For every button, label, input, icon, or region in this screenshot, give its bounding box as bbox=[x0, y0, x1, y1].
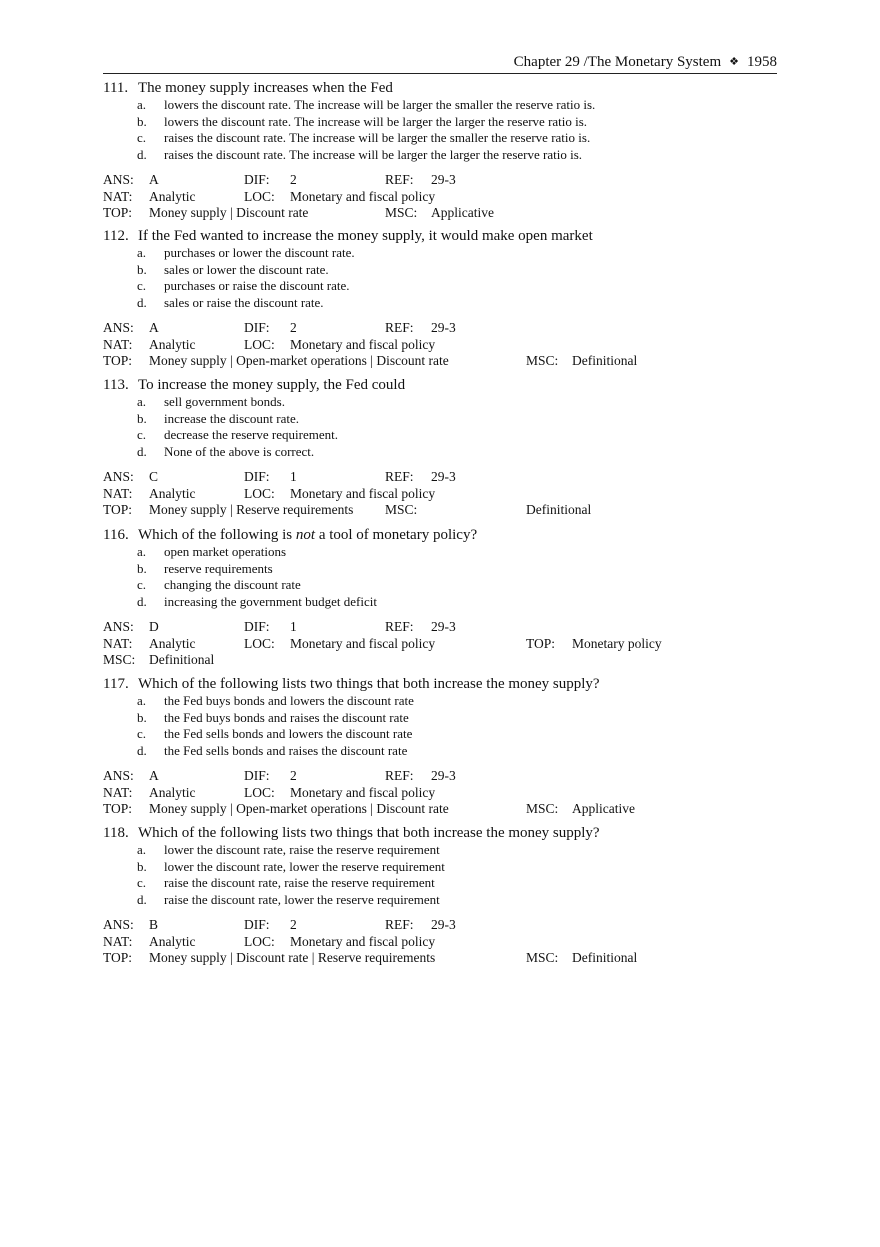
meta-row-ans bbox=[103, 619, 793, 636]
choice-b bbox=[103, 859, 793, 876]
answer-choices bbox=[103, 842, 793, 909]
question-stem bbox=[103, 227, 793, 245]
choice-a bbox=[103, 544, 793, 561]
top-label: TOP: bbox=[103, 950, 133, 966]
dif-value: 2 bbox=[290, 767, 297, 783]
answer-metadata bbox=[103, 768, 793, 818]
choice-label: d. bbox=[137, 743, 147, 759]
question-text-emphasis: not bbox=[295, 527, 316, 543]
choice-label: a. bbox=[137, 693, 147, 708]
choice-text: lowers the discount rate. The increase will be larger the larger the reserve ratio is. bbox=[164, 113, 588, 129]
choice-text: None of the above is correct. bbox=[164, 444, 315, 460]
ans-value: A bbox=[149, 767, 159, 783]
loc-label: LOC: bbox=[244, 485, 275, 501]
ans-value: A bbox=[149, 171, 159, 187]
nat-value: Analytic bbox=[149, 485, 196, 501]
choice-d bbox=[103, 594, 793, 611]
choice-c bbox=[103, 726, 793, 743]
ref-label: REF: bbox=[385, 171, 414, 187]
ref-label: REF: bbox=[385, 468, 414, 484]
ans-label: ANS: bbox=[103, 767, 134, 783]
choice-text: reserve requirements bbox=[164, 560, 273, 576]
question-112 bbox=[103, 227, 793, 370]
dif-value: 1 bbox=[290, 468, 297, 484]
choice-d bbox=[103, 147, 793, 164]
meta-row-ans bbox=[103, 320, 793, 337]
top-value: Monetary policy bbox=[572, 635, 662, 651]
nat-value: Analytic bbox=[149, 188, 196, 204]
answer-metadata bbox=[103, 917, 793, 967]
choice-text: purchases or lower the discount rate. bbox=[164, 245, 355, 260]
top-label: TOP: bbox=[103, 801, 133, 817]
question-stem bbox=[103, 526, 793, 544]
ref-value: 29-3 bbox=[431, 468, 456, 484]
loc-label: LOC: bbox=[244, 188, 275, 204]
meta-row-ans bbox=[103, 469, 793, 486]
choice-b bbox=[103, 114, 793, 131]
loc-value: Monetary and fiscal policy bbox=[290, 933, 436, 949]
question-text: Which of the following lists two things that both increase the money supply? bbox=[138, 676, 600, 692]
msc-label: MSC: bbox=[526, 801, 559, 817]
choice-a bbox=[103, 842, 793, 859]
choice-c bbox=[103, 875, 793, 892]
dif-value: 2 bbox=[290, 319, 297, 335]
meta-row-nat bbox=[103, 189, 793, 206]
choice-label: b. bbox=[137, 709, 147, 725]
choice-b bbox=[103, 710, 793, 727]
choice-label: b. bbox=[137, 113, 147, 129]
msc-label: MSC: bbox=[385, 502, 418, 518]
choice-text: raises the discount rate. The increase will be larger the larger the reserve ratio is. bbox=[164, 147, 582, 163]
question-113 bbox=[103, 376, 793, 519]
choice-label: c. bbox=[137, 278, 147, 294]
meta-row-msc bbox=[103, 652, 793, 669]
answer-metadata bbox=[103, 619, 793, 669]
ref-value: 29-3 bbox=[431, 171, 456, 187]
loc-label: LOC: bbox=[244, 784, 275, 800]
dif-label: DIF: bbox=[244, 171, 270, 187]
choice-c bbox=[103, 427, 793, 444]
choice-text: the Fed buys bonds and lowers the discount rate bbox=[164, 693, 414, 708]
ref-label: REF: bbox=[385, 618, 414, 634]
ans-value: D bbox=[149, 618, 159, 634]
choice-label: c. bbox=[137, 130, 147, 146]
top-value: Money supply | Discount rate bbox=[149, 205, 309, 221]
choice-label: a. bbox=[137, 245, 147, 260]
ref-value: 29-3 bbox=[431, 916, 456, 932]
choice-b bbox=[103, 262, 793, 279]
choice-d bbox=[103, 892, 793, 909]
choice-d bbox=[103, 444, 793, 461]
choice-label: a. bbox=[137, 394, 147, 409]
question-stem bbox=[103, 824, 793, 842]
choice-label: c. bbox=[137, 726, 147, 742]
nat-label: NAT: bbox=[103, 336, 133, 352]
choice-label: c. bbox=[137, 427, 147, 443]
ref-value: 29-3 bbox=[431, 767, 456, 783]
choice-label: b. bbox=[137, 858, 147, 874]
choice-label: a. bbox=[137, 97, 147, 112]
page-header bbox=[103, 53, 777, 74]
choice-text: raise the discount rate, raise the reserve requirement bbox=[164, 875, 435, 891]
dif-value: 2 bbox=[290, 171, 297, 187]
choice-text: sales or raise the discount rate. bbox=[164, 295, 324, 311]
choice-b bbox=[103, 411, 793, 428]
choice-label: b. bbox=[137, 560, 147, 576]
top-value: Money supply | Reserve requirements bbox=[149, 502, 354, 518]
nat-label: NAT: bbox=[103, 485, 133, 501]
dif-value: 2 bbox=[290, 916, 297, 932]
meta-row-nat bbox=[103, 785, 793, 802]
answer-metadata bbox=[103, 172, 793, 222]
question-number: 118. bbox=[103, 825, 129, 841]
ans-label: ANS: bbox=[103, 468, 134, 484]
choice-label: d. bbox=[137, 295, 147, 311]
dif-value: 1 bbox=[290, 618, 297, 634]
choice-label: c. bbox=[137, 875, 147, 891]
question-number: 113. bbox=[103, 377, 129, 393]
choice-text: open market operations bbox=[164, 544, 287, 559]
question-text: To increase the money supply, the Fed could bbox=[138, 377, 406, 393]
question-number: 111. bbox=[103, 80, 129, 96]
meta-row-ans bbox=[103, 768, 793, 785]
choice-label: a. bbox=[137, 544, 147, 559]
answer-choices bbox=[103, 693, 793, 760]
question-text-end: a tool of monetary policy? bbox=[315, 527, 478, 543]
ref-label: REF: bbox=[385, 916, 414, 932]
nat-label: NAT: bbox=[103, 784, 133, 800]
loc-value: Monetary and fiscal policy bbox=[290, 635, 436, 651]
choice-text: increase the discount rate. bbox=[164, 410, 299, 426]
choice-text: decrease the reserve requirement. bbox=[164, 427, 338, 443]
top-label: TOP: bbox=[526, 635, 556, 651]
msc-value: Applicative bbox=[572, 801, 635, 817]
nat-label: NAT: bbox=[103, 635, 133, 651]
ans-value: B bbox=[149, 916, 159, 932]
msc-label: MSC: bbox=[385, 205, 418, 221]
ans-label: ANS: bbox=[103, 618, 134, 634]
nat-value: Analytic bbox=[149, 635, 196, 651]
question-118 bbox=[103, 824, 793, 967]
loc-label: LOC: bbox=[244, 635, 275, 651]
meta-row-top bbox=[103, 353, 793, 370]
dif-label: DIF: bbox=[244, 618, 270, 634]
meta-row-nat bbox=[103, 486, 793, 503]
choice-text: raises the discount rate. The increase will be larger the smaller the reserve ratio is. bbox=[164, 130, 591, 146]
meta-row-nat bbox=[103, 337, 793, 354]
loc-value: Monetary and fiscal policy bbox=[290, 188, 436, 204]
chapter-title: Chapter 29 /The Monetary System bbox=[513, 54, 722, 70]
choice-text: sell government bonds. bbox=[164, 394, 285, 409]
msc-value: Definitional bbox=[149, 652, 215, 668]
nat-value: Analytic bbox=[149, 933, 196, 949]
question-number: 117. bbox=[103, 676, 129, 692]
question-116 bbox=[103, 526, 793, 669]
question-111 bbox=[103, 79, 793, 222]
choice-text: raise the discount rate, lower the reserve requirement bbox=[164, 892, 440, 908]
question-text: Which of the following lists two things that both increase the money supply? bbox=[138, 825, 600, 841]
nat-label: NAT: bbox=[103, 933, 133, 949]
choice-label: b. bbox=[137, 410, 147, 426]
choice-label: d. bbox=[137, 594, 147, 610]
top-value: Money supply | Discount rate | Reserve requirements bbox=[149, 950, 436, 966]
meta-row-nat bbox=[103, 934, 793, 951]
msc-value: Definitional bbox=[526, 502, 592, 518]
ans-value: C bbox=[149, 468, 159, 484]
choice-label: b. bbox=[137, 261, 147, 277]
loc-label: LOC: bbox=[244, 933, 275, 949]
answer-metadata bbox=[103, 469, 793, 519]
choice-label: a. bbox=[137, 842, 147, 857]
msc-label: MSC: bbox=[526, 950, 559, 966]
ans-label: ANS: bbox=[103, 319, 134, 335]
meta-row-ans bbox=[103, 917, 793, 934]
msc-value: Applicative bbox=[431, 205, 494, 221]
question-stem bbox=[103, 675, 793, 693]
choice-text: changing the discount rate bbox=[164, 577, 301, 593]
ans-value: A bbox=[149, 319, 159, 335]
answer-choices bbox=[103, 544, 793, 611]
question-number: 116. bbox=[103, 527, 129, 543]
top-label: TOP: bbox=[103, 502, 133, 518]
choice-c bbox=[103, 130, 793, 147]
choice-text: purchases or raise the discount rate. bbox=[164, 278, 350, 294]
answer-metadata bbox=[103, 320, 793, 370]
ref-label: REF: bbox=[385, 767, 414, 783]
choice-text: sales or lower the discount rate. bbox=[164, 261, 329, 277]
choice-text: increasing the government budget deficit bbox=[164, 594, 377, 610]
ref-value: 29-3 bbox=[431, 618, 456, 634]
msc-value: Definitional bbox=[572, 950, 638, 966]
choice-text: the Fed sells bonds and raises the discount rate bbox=[164, 743, 408, 759]
question-number: 112. bbox=[103, 228, 129, 244]
meta-row-top bbox=[103, 205, 793, 222]
top-label: TOP: bbox=[103, 353, 133, 369]
question-stem bbox=[103, 79, 793, 97]
choice-text: lower the discount rate, lower the reserve requirement bbox=[164, 858, 445, 874]
choice-text: lowers the discount rate. The increase will be larger the smaller the reserve ratio is. bbox=[164, 97, 596, 112]
page-number: 1958 bbox=[747, 54, 777, 70]
choice-d bbox=[103, 295, 793, 312]
diamond-ornament-icon: ❖ bbox=[729, 56, 739, 68]
top-label: TOP: bbox=[103, 205, 133, 221]
answer-choices bbox=[103, 394, 793, 461]
choice-a bbox=[103, 97, 793, 114]
msc-value: Definitional bbox=[572, 353, 638, 369]
meta-row-nat bbox=[103, 636, 793, 653]
dif-label: DIF: bbox=[244, 468, 270, 484]
loc-value: Monetary and fiscal policy bbox=[290, 336, 436, 352]
choice-text: the Fed sells bonds and lowers the discount rate bbox=[164, 726, 413, 742]
meta-row-ans bbox=[103, 172, 793, 189]
loc-label: LOC: bbox=[244, 336, 275, 352]
choice-c bbox=[103, 278, 793, 295]
loc-value: Monetary and fiscal policy bbox=[290, 485, 436, 501]
answer-choices bbox=[103, 245, 793, 312]
choice-label: d. bbox=[137, 444, 147, 460]
question-text-start: Which of the following is bbox=[138, 527, 296, 543]
choice-d bbox=[103, 743, 793, 760]
ans-label: ANS: bbox=[103, 916, 134, 932]
choice-a bbox=[103, 693, 793, 710]
dif-label: DIF: bbox=[244, 767, 270, 783]
choice-b bbox=[103, 561, 793, 578]
choice-label: c. bbox=[137, 577, 147, 593]
question-117 bbox=[103, 675, 793, 818]
dif-label: DIF: bbox=[244, 916, 270, 932]
choice-label: d. bbox=[137, 147, 147, 163]
loc-value: Monetary and fiscal policy bbox=[290, 784, 436, 800]
msc-label: MSC: bbox=[526, 353, 559, 369]
top-value: Money supply | Open-market operations | Discount rate bbox=[149, 353, 449, 369]
choice-label: d. bbox=[137, 892, 147, 908]
dif-label: DIF: bbox=[244, 319, 270, 335]
choice-text: the Fed buys bonds and raises the discount rate bbox=[164, 709, 409, 725]
meta-row-top bbox=[103, 801, 793, 818]
choice-a bbox=[103, 245, 793, 262]
meta-row-top bbox=[103, 502, 793, 519]
choice-a bbox=[103, 394, 793, 411]
header-text bbox=[514, 53, 777, 72]
ref-label: REF: bbox=[385, 319, 414, 335]
answer-choices bbox=[103, 97, 793, 164]
choice-c bbox=[103, 577, 793, 594]
nat-value: Analytic bbox=[149, 784, 196, 800]
question-text: If the Fed wanted to increase the money supply, it would make open market bbox=[138, 228, 593, 244]
meta-row-top bbox=[103, 950, 793, 967]
question-text: The money supply increases when the Fed bbox=[138, 80, 393, 96]
question-stem bbox=[103, 376, 793, 394]
msc-label: MSC: bbox=[103, 652, 136, 668]
ans-label: ANS: bbox=[103, 171, 134, 187]
nat-label: NAT: bbox=[103, 188, 133, 204]
ref-value: 29-3 bbox=[431, 319, 456, 335]
nat-value: Analytic bbox=[149, 336, 196, 352]
top-value: Money supply | Open-market operations | Discount rate bbox=[149, 801, 449, 817]
choice-text: lower the discount rate, raise the reserve requirement bbox=[164, 842, 440, 857]
